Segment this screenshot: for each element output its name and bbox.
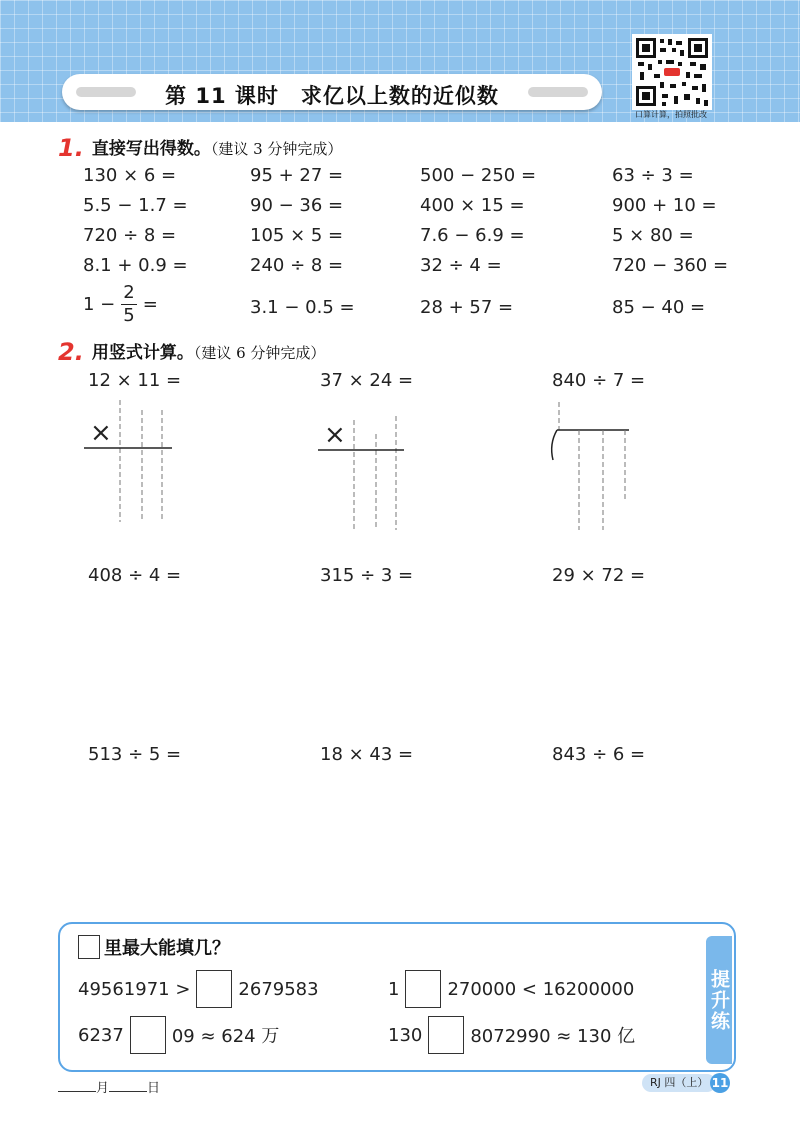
qr-code-icon[interactable]	[632, 34, 712, 110]
times-sign: ×	[324, 420, 346, 450]
book-tag: RJ 四（上）	[642, 1074, 716, 1092]
box-question	[388, 970, 634, 1008]
section1-number: 1.	[58, 134, 84, 162]
box-question-right: 09 ≈ 624 万	[171, 1026, 280, 1047]
oral-problem-fraction	[83, 284, 158, 325]
multiplication-guide	[84, 400, 184, 530]
section1-hint: （建议 3 分钟完成）	[210, 140, 343, 158]
vertical-calc-problem: 840 ÷ 7 =	[552, 370, 646, 391]
oral-problem: 28 + 57 =	[420, 297, 514, 318]
answer-box[interactable]	[405, 970, 441, 1008]
vertical-calc-problem: 408 ÷ 4 =	[88, 565, 182, 586]
vertical-calc-problem: 18 × 43 =	[320, 744, 414, 765]
box-question-title	[78, 934, 230, 960]
date-line	[58, 1077, 160, 1096]
oral-problem: 720 ÷ 8 =	[83, 225, 177, 246]
fraction	[121, 284, 136, 325]
oral-problem: 130 × 6 =	[83, 165, 177, 186]
oral-problem: 85 − 40 =	[612, 297, 706, 318]
fraction-denominator: 5	[123, 305, 135, 326]
oral-problem: 8.1 + 0.9 =	[83, 255, 188, 276]
oral-problem: 90 − 36 =	[250, 195, 344, 216]
box-question-right: 2679583	[238, 978, 319, 1000]
oral-problem: 900 + 10 =	[612, 195, 717, 216]
oral-problem: 720 − 360 =	[612, 255, 729, 276]
oral-problem: 400 × 15 =	[420, 195, 525, 216]
box-question	[78, 970, 319, 1008]
page-number: 11	[710, 1073, 730, 1093]
header-banner	[0, 0, 800, 122]
box-question-title-text: 里最大能填几？	[104, 938, 230, 959]
qr-caption: 口算计算，拍照批改	[635, 110, 707, 119]
long-division-guide	[545, 402, 645, 532]
oral-problem: 5 × 80 =	[612, 225, 694, 246]
box-question-left: 6237	[78, 1024, 124, 1046]
title-bar	[62, 74, 602, 110]
page-title	[62, 80, 602, 110]
fraction-numerator: 2	[123, 282, 135, 303]
vertical-calc-problem: 315 ÷ 3 =	[320, 565, 414, 586]
fraction-suffix: =	[142, 294, 158, 315]
oral-problem: 240 ÷ 8 =	[250, 255, 344, 276]
box-question-left: 130	[388, 1024, 423, 1046]
section2-title-text: 用竖式计算。	[91, 343, 194, 363]
vertical-calc-problem: 37 × 24 =	[320, 370, 414, 391]
answer-box[interactable]	[428, 1016, 464, 1054]
answer-box[interactable]	[196, 970, 232, 1008]
box-question-left: 49561971 >	[78, 978, 191, 1000]
month-label: 月	[96, 1081, 110, 1096]
section1-title-text: 直接写出得数。	[91, 139, 211, 159]
box-question	[388, 1016, 635, 1054]
blank-box-icon	[78, 935, 100, 959]
section1-title	[58, 134, 342, 162]
answer-box[interactable]	[130, 1016, 166, 1054]
lesson-topic: 求亿以上数的近似数	[300, 84, 499, 108]
oral-problem: 32 ÷ 4 =	[420, 255, 502, 276]
day-blank[interactable]	[109, 1079, 147, 1092]
times-sign: ×	[90, 418, 112, 448]
oral-problem: 95 + 27 =	[250, 165, 344, 186]
oral-problem: 500 − 250 =	[420, 165, 537, 186]
lesson-label: 第 11 课时	[165, 84, 279, 108]
box-question	[78, 1016, 279, 1054]
month-blank[interactable]	[58, 1079, 96, 1092]
oral-problem: 105 × 5 =	[250, 225, 344, 246]
section2-number: 2.	[58, 338, 84, 366]
vertical-calc-problem: 12 × 11 =	[88, 370, 182, 391]
box-question-right: 8072990 ≈ 130 亿	[470, 1026, 636, 1047]
section2-title	[58, 338, 325, 366]
fraction-prefix: 1 −	[83, 294, 116, 315]
multiplication-guide	[318, 408, 418, 538]
oral-problem: 5.5 − 1.7 =	[83, 195, 188, 216]
vertical-calc-problem: 843 ÷ 6 =	[552, 744, 646, 765]
day-label: 日	[147, 1081, 161, 1096]
oral-problem: 7.6 − 6.9 =	[420, 225, 525, 246]
section2-hint: （建议 6 分钟完成）	[193, 344, 326, 362]
box-question-right: 270000 < 16200000	[447, 978, 635, 1000]
oral-problem: 3.1 − 0.5 =	[250, 297, 355, 318]
oral-problem: 63 ÷ 3 =	[612, 165, 694, 186]
box-question-left: 1	[388, 978, 400, 1000]
enhancement-tab: 提升练	[706, 936, 732, 1064]
vertical-calc-problem: 29 × 72 =	[552, 565, 646, 586]
vertical-calc-problem: 513 ÷ 5 =	[88, 744, 182, 765]
